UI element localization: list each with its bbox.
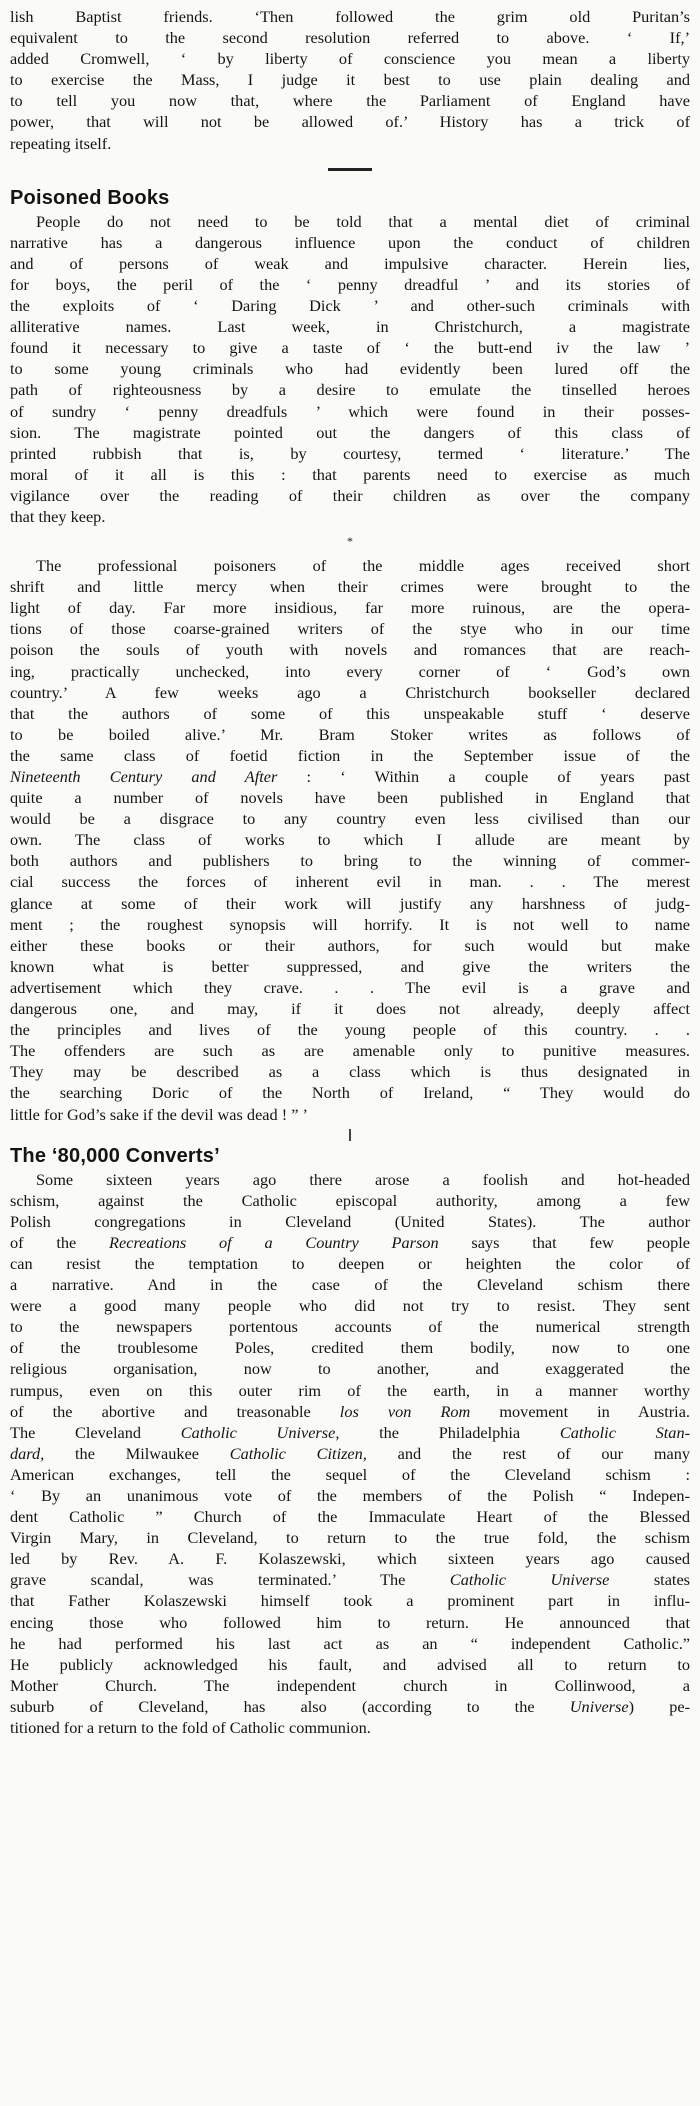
text-line: shrift and little mercy when their crimes were brought to the xyxy=(10,577,690,597)
intro-paragraph xyxy=(10,6,690,154)
text-line: light of day. Far more insidious, far more ruinous, are the opera- xyxy=(10,598,690,618)
text-line: ment ; the roughest synopsis will horrify. It is not well to name xyxy=(10,914,690,934)
text-line: can resist the temptation to deepen or heighten the color of xyxy=(10,1253,690,1273)
text-fragment: and the rest of our many xyxy=(366,1443,691,1463)
text-line: known what is better suppressed, and give the writers the xyxy=(10,956,690,976)
text-line: schism, against the Catholic episcopal authority, among a few xyxy=(10,1190,690,1210)
text-line: vigilance over the reading of their children as over the company xyxy=(10,485,690,505)
book-title: Recreations of a Country Parson xyxy=(109,1232,439,1252)
text-line: American exchanges, tell the sequel of the Cleveland schism : xyxy=(10,1464,690,1484)
text-line: ing, practically unchecked, into every corner of ‘ God’s own xyxy=(10,661,690,681)
text-line: glance at some of their work will justify any harshness of judg- xyxy=(10,893,690,913)
text-line: power, that will not be allowed of.’ History has a trick of xyxy=(10,112,690,132)
text-line: that they keep. xyxy=(10,506,106,526)
text-line: tions of those coarse-grained writers of the stye who in our time xyxy=(10,619,690,639)
text-line: Mother Church. The independent church in Collinwood, a xyxy=(10,1675,690,1695)
text-line: were a good many people who did not try to resist. They sent xyxy=(10,1296,690,1316)
text-line: They may be described as a class which is thus designated in xyxy=(10,1062,690,1082)
text-line: led by Rev. A. F. Kolaszewski, which sixteen years ago caused xyxy=(10,1549,690,1569)
text-line: the searching Doric of the North of Ireland, “ They would do xyxy=(10,1083,690,1103)
text-line: encing those who followed him to return. He announced that xyxy=(10,1612,690,1632)
section-divider-tick xyxy=(349,1129,351,1141)
text-line: printed rubbish that is, by courtesy, termed ‘ literature.’ The xyxy=(10,443,690,463)
text-line: to exercise the Mass, I judge it best to use plain dealing and xyxy=(10,70,690,90)
text-line: dent Catholic ” Church of the Immaculate Heart of the Blessed xyxy=(10,1507,690,1527)
text-line xyxy=(10,1232,690,1253)
newspaper-title: Universe xyxy=(569,1696,629,1716)
text-line: to tell you now that, where the Parliament of England have xyxy=(10,91,690,111)
text-line: for boys, the peril of the ‘ penny dreadful ’ and its stories of xyxy=(10,274,690,294)
section-heading-poisoned-books: Poisoned Books xyxy=(10,186,170,209)
journal-title: Nineteenth Century and After xyxy=(10,767,278,786)
text-line: advertisement which they crave. . . The evil is a grave and xyxy=(10,977,690,997)
text-fragment: ) pe- xyxy=(628,1696,691,1716)
text-line: dangerous one, and may, if it does not already, deeply affect xyxy=(10,999,690,1019)
movement-name: los von Rom xyxy=(339,1401,471,1421)
text-line: that Father Kolaszewski himself took a prominent part in influ- xyxy=(10,1591,690,1611)
text-line: a narrative. And in the case of the Cleveland schism there xyxy=(10,1275,690,1295)
section-heading-80000-converts: The ‘80,000 Converts’ xyxy=(10,1144,220,1167)
text-line: Virgin Mary, in Cleveland, to return to the true fold, the schism xyxy=(10,1528,690,1548)
text-fragment: of the xyxy=(10,1232,110,1252)
poisoned-books-paragraph-1 xyxy=(10,211,690,527)
text-line: added Cromwell, ‘ by liberty of conscience you mean a liberty xyxy=(10,49,690,69)
text-fragment: the Milwaukee xyxy=(44,1443,230,1463)
text-line: poison the souls of youth with novels and romances that are reach- xyxy=(10,640,690,660)
text-line xyxy=(10,1569,690,1590)
text-line: quite a number of novels have been published in England that xyxy=(10,788,690,808)
text-line: the exploits of ‘ Daring Dick ’ and other-such criminals with xyxy=(10,296,690,316)
text-line: cial success the forces of inherent evil in man. . . The merest xyxy=(10,872,690,892)
text-line: equivalent to the second resolution referred to above. ‘ If,’ xyxy=(10,28,690,48)
text-fragment: of the abortive and treasonable xyxy=(10,1401,340,1421)
text-line: found it necessary to give a taste of ‘ the butt-end iv the law ’ xyxy=(10,338,690,358)
newspaper-title: Catholic Universe xyxy=(449,1570,610,1590)
text-line: to be boiled alive.’ Mr. Bram Stoker writes as follows of xyxy=(10,724,690,744)
text-line: lish Baptist friends. ‘Then followed the grim old Puritan’s xyxy=(10,7,690,26)
text-line xyxy=(10,1696,690,1717)
text-line: The professional poisoners of the middle ages received short xyxy=(36,556,690,576)
text-line: He publicly acknowledged his fault, and advised all to return to xyxy=(10,1654,690,1674)
section-divider xyxy=(328,168,372,171)
text-line: The offenders are such as are amenable only to punitive measures. xyxy=(10,1041,690,1061)
poisoned-books-paragraph-2 xyxy=(10,555,690,1125)
text-line: the same class of foetid fiction in the September issue of the xyxy=(10,745,690,765)
text-line: would be a disgrace to any country even less civilised than our xyxy=(10,809,690,829)
text-line: Some sixteen years ago there arose a foolish and hot-headed xyxy=(36,1169,690,1189)
text-line: sion. The magistrate pointed out the dangers of this class of xyxy=(10,422,690,442)
text-line: path of righteousness by a desire to emulate the tinselled heroes xyxy=(10,380,690,400)
text-line: little for God’s sake if the devil was dead ! ” ’ xyxy=(10,1104,308,1124)
text-line: religious organisation, now to another, and exaggerated the xyxy=(10,1359,690,1379)
text-fragment: movement in Austria. xyxy=(470,1401,690,1421)
converts-paragraph xyxy=(10,1169,690,1739)
text-line: alliterative names. Last week, in Christchurch, a magistrate xyxy=(10,317,690,337)
newspaper-title: dard, xyxy=(10,1443,45,1463)
text-line: to some young criminals who had evidently been lured off the xyxy=(10,359,690,379)
text-line: and of persons of weak and impulsive character. Herein lies, xyxy=(10,253,690,273)
text-line: rumpus, even on this outer rim of the earth, in a manner worthy xyxy=(10,1380,690,1400)
text-line: to the newspapers portentous accounts of the numerical strength xyxy=(10,1317,690,1337)
text-line: moral of it all is this : that parents need to exercise as much xyxy=(10,464,690,484)
text-fragment: grave scandal, was terminated.’ The xyxy=(10,1570,450,1590)
text-line: ‘ By an unanimous vote of the members of the Polish “ Indepen- xyxy=(10,1486,690,1505)
text-line: that the authors of some of this unspeakable stuff ‘ deserve xyxy=(10,703,690,723)
text-line: of sundry ‘ penny dreadfuls ’ which were found in their posses- xyxy=(10,401,690,421)
newspaper-title: Catholic Universe, xyxy=(180,1422,340,1442)
text-line: People do not need to be told that a mental diet of criminal xyxy=(36,211,690,231)
text-line: either these books or their authors, for such would but make xyxy=(10,935,690,955)
text-line xyxy=(10,1422,690,1443)
text-line xyxy=(10,766,690,787)
text-fragment: states xyxy=(609,1570,691,1590)
text-line xyxy=(10,1443,690,1464)
text-line: repeating itself. xyxy=(10,133,112,153)
text-fragment: the Philadelphia xyxy=(339,1422,560,1442)
text-fragment: suburb of Cleveland, has also (according to the xyxy=(10,1696,570,1716)
separator-mark: * xyxy=(347,534,353,549)
text-line: he had performed his last act as an “ independent Catholic.” xyxy=(10,1633,690,1653)
text-line: both authors and publishers to bring to the winning of commer- xyxy=(10,851,690,871)
text-line: of the troublesome Poles, credited them bodily, now to one xyxy=(10,1338,690,1358)
newspaper-title: Catholic Citizen, xyxy=(229,1443,367,1463)
text-fragment: The Cleveland xyxy=(10,1422,181,1442)
text-line: country.’ A few weeks ago a Christchurch bookseller declared xyxy=(10,682,690,702)
text-line: narrative has a dangerous influence upon the conduct of children xyxy=(10,232,690,252)
text-line: Polish congregations in Cleveland (United States). The author xyxy=(10,1211,690,1231)
text-line xyxy=(10,1401,690,1422)
text-line: the principles and lives of the young people of this country. . . xyxy=(10,1020,690,1040)
newspaper-title: Catholic Stan- xyxy=(559,1422,691,1442)
text-line: titioned for a return to the fold of Catholic communion. xyxy=(10,1718,371,1738)
text-fragment: says that few people xyxy=(438,1232,691,1252)
text-fragment: : ‘ Within a couple of years past xyxy=(277,767,690,786)
text-line: own. The class of works to which I allude are meant by xyxy=(10,830,690,850)
